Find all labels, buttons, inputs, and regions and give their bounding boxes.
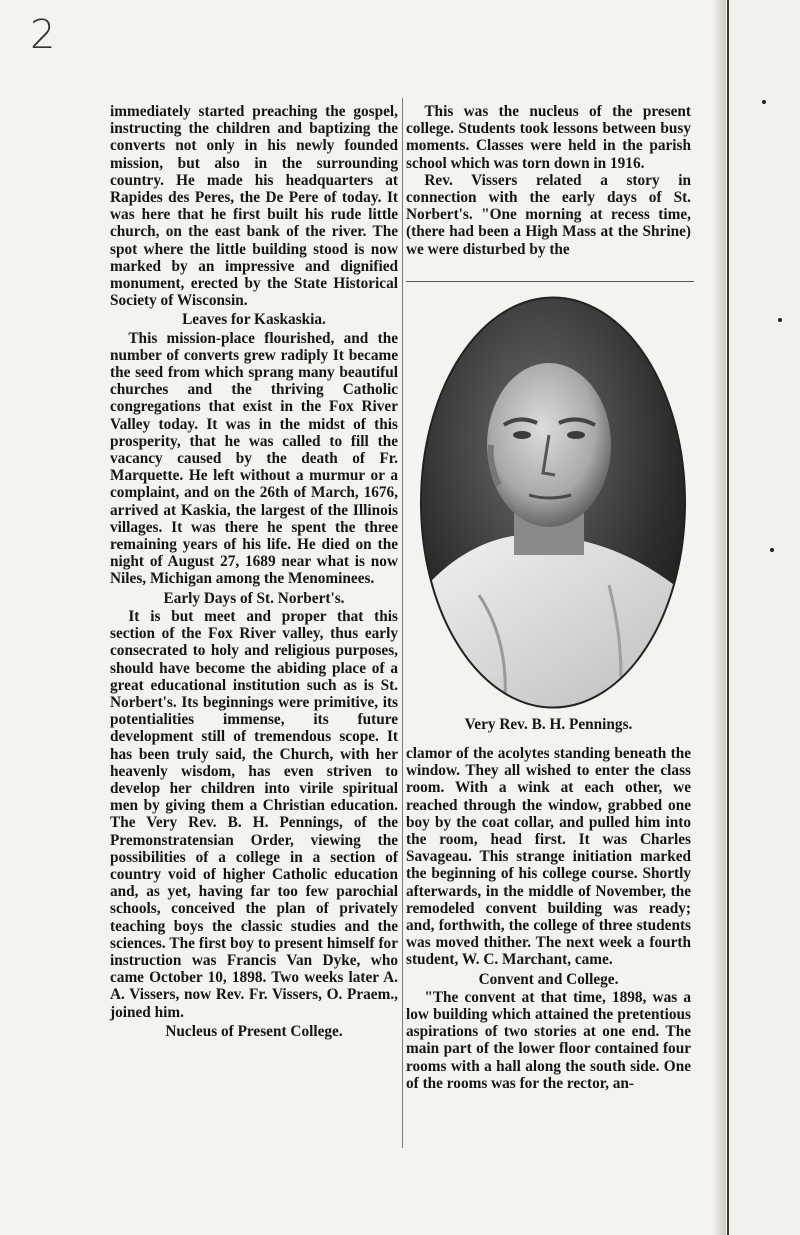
paragraph-early-days: It is but meet and proper that this section of the Fox River valley, thus early consecrated to holy and religious purposes, should have become the abiding place of a great educational institution such as is St. Norbert's. Its beginnings were primitive, its potentialities immense, its future development still of tremendous scope. It has been truly said, the Church, with her heavenly wisdom, has even striven to develop her children into virile spiritual men by giving them a Christian education. The Very Rev. B. H. Pennings, of the Premonstratensian Order, viewing the possibilities of a college in a section of country void of higher Catholic education and, as yet, having far too few parochial schools, conceived the plan of privately teaching boys the classic studies and the sciences. The first boy to present himself for instruction was Francis Van Dyke, who came October 10, 1898. Two weeks later A. A. Vissers, now Rev. Fr. Vissers, O. Praem., joined him. bbox=[110, 607, 398, 1021]
right-column-top bbox=[406, 103, 691, 258]
photo-top-rule bbox=[406, 281, 694, 282]
speck-mark bbox=[762, 100, 766, 104]
paragraph-nucleus: This was the nucleus of the present college. Students took lessons between busy moments. Classes were held in the parish school which was torn down in 1916. bbox=[406, 103, 691, 172]
speck-mark bbox=[770, 548, 774, 552]
page-edge-shadow bbox=[712, 0, 726, 1235]
heading-leaves-for-kaskaskia: Leaves for Kaskaskia. bbox=[182, 311, 326, 329]
paragraph-vissers-story: Rev. Vissers related a story in connection with the early days of St. Norbert's. "One morning at recess time, (there had been a High Mass at the Shrine) we were disturbed by the bbox=[406, 171, 691, 258]
paragraph-acolytes: clamor of the acolytes standing beneath the window. They all wished to enter the class room. With a wink at each other, we reached through the window, grabbed one boy by the coat collar, and pulled him into the room, head first. It was Charles Savageau. This strange initiation marked the beginning of his college course. Shortly afterwards, in the middle of November, the remodeled convent building was ready; and, forthwith, the college of three students was moved thither. The next week a fourth student, W. C. Marchant, came. bbox=[406, 745, 691, 969]
speck-mark bbox=[778, 318, 782, 322]
photo-caption: Very Rev. B. H. Pennings. bbox=[464, 716, 633, 733]
paragraph-mission: immediately started preaching the gospel, instructing the children and baptizing the converts not only in his newly founded mission, but also in the surrounding country. He made his headquarters at Rapides des Peres, the De Pere of today. It was here that he first built his rude little church, on the east bank of the river. The spot where the little building stood is now marked by an impressive and dignified monument, erected by the State Historical Society of Wisconsin. bbox=[110, 103, 398, 310]
heading-early-days: Early Days of St. Norbert's. bbox=[163, 589, 345, 607]
paragraph-kaskaskia: This mission-place flourished, and the number of converts grew radiply It became the seed from which sprang many beautiful churches and the thriving Catholic congregations that exist in the Fox River Valley today. It was in the midst of this prosperity, that he was called to fill the vacancy caused by the death of Fr. Marquette. He left without a murmur or a complaint, and on the 26th of March, 1676, arrived at Kaskia, the largest of the Illinois villages. It was there he spent the three remaining years of his life. He died on the night of August 27, 1689 near what is now Niles, Michigan among the Menominees. bbox=[110, 329, 398, 588]
portrait-photo bbox=[419, 295, 687, 710]
portrait-image bbox=[419, 295, 687, 710]
heading-convent-and-college: Convent and College. bbox=[478, 970, 619, 988]
heading-nucleus: Nucleus of Present College. bbox=[165, 1022, 343, 1040]
paragraph-convent: "The convent at that time, 1898, was a low building which attained the pretentious aspirations of two stories at one end. The main part of the lower floor contained four rooms with a hall along the south side. One of the rooms was for the rector, an- bbox=[406, 988, 691, 1092]
column-rule bbox=[402, 98, 403, 1148]
handwritten-page-number: 2 bbox=[30, 12, 56, 58]
page-edge bbox=[727, 0, 729, 1235]
right-column-bottom bbox=[406, 745, 691, 1092]
left-column bbox=[110, 103, 398, 1041]
